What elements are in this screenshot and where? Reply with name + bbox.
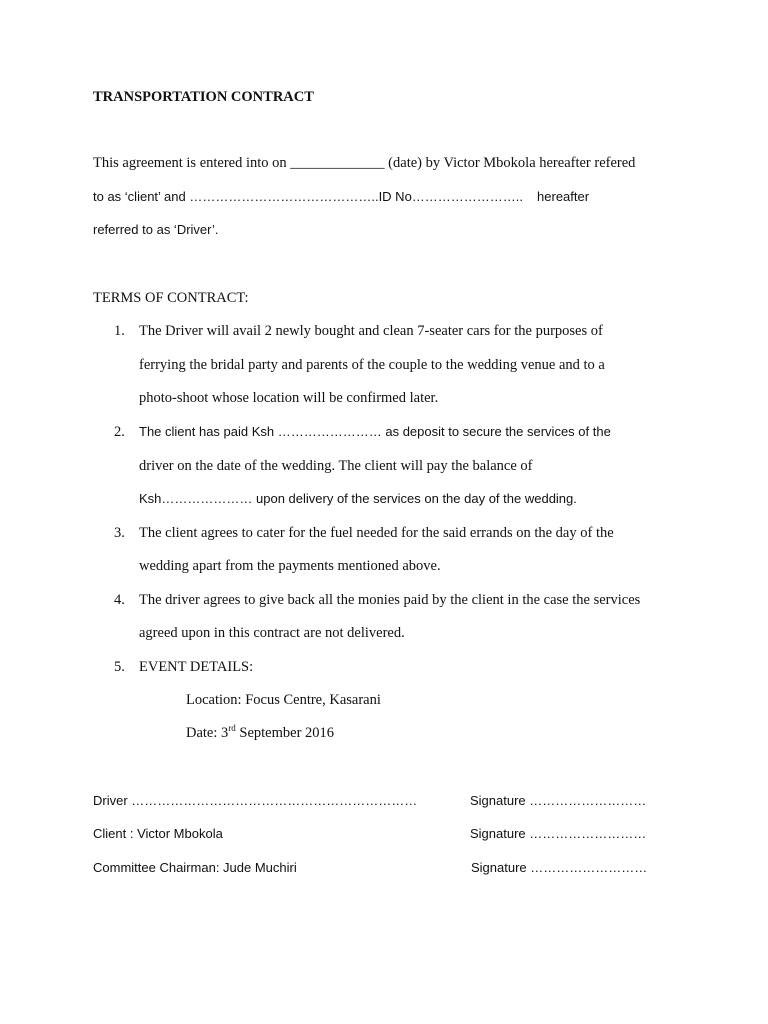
term-number: 5. (114, 659, 125, 675)
event-date (186, 724, 334, 742)
term-line: The client agrees to cater for the fuel needed for the said errands on the day of the (139, 525, 614, 541)
term-number: 1. (114, 323, 125, 339)
signature-chairman-label: Committee Chairman: Jude Muchiri (93, 860, 297, 875)
intro-line-1: This agreement is entered into on _____________ (date) by Victor Mbokola hereafter refered (93, 155, 636, 171)
term-line: ferrying the bridal party and parents of the couple to the wedding venue and to a (139, 357, 605, 373)
signature-driver-label: Driver ………………………………………………………… (93, 793, 418, 808)
signature-driver-line: Signature ……………………… (470, 793, 647, 808)
term-line: photo-shoot whose location will be confirmed later. (139, 390, 439, 406)
term-line: The Driver will avail 2 newly bought and clean 7-seater cars for the purposes of (139, 323, 603, 339)
signature-client-line: Signature ……………………… (470, 826, 647, 841)
event-location: Location: Focus Centre, Kasarani (186, 692, 381, 708)
term-line: wedding apart from the payments mentioned above. (139, 558, 441, 574)
intro-line-2-text: to as ‘client’ and ……………………………………..ID No…………………….. (93, 189, 524, 204)
term-number: 2. (114, 424, 125, 440)
term-line: agreed upon in this contract are not delivered. (139, 625, 405, 641)
term-number: 3. (114, 525, 125, 541)
term-number: 4. (114, 592, 125, 608)
terms-heading: TERMS OF CONTRACT: (93, 290, 249, 306)
intro-line-2-hereafter: hereafter (537, 189, 590, 204)
intro-line-3: referred to as ‘Driver’. (93, 222, 219, 237)
document-title: TRANSPORTATION CONTRACT (93, 89, 314, 105)
term-line: The driver agrees to give back all the monies paid by the client in the case the services (139, 592, 641, 608)
event-date-suffix: September 2016 (235, 725, 335, 741)
term-line: driver on the date of the wedding. The client will pay the balance of (139, 458, 533, 474)
term-line: EVENT DETAILS: (139, 659, 254, 675)
term-line: The client has paid Ksh …………………… as deposit to secure the services of the (139, 424, 611, 439)
signature-client-label: Client : Victor Mbokola (93, 826, 223, 841)
intro-line-2 (93, 188, 589, 206)
term-line: Ksh………………… upon delivery of the services on the day of the wedding. (139, 491, 577, 506)
event-date-prefix: Date: 3 (186, 725, 229, 741)
signature-chairman-line: Signature ……………………… (471, 860, 648, 875)
event-date-sup: rd (228, 723, 236, 733)
